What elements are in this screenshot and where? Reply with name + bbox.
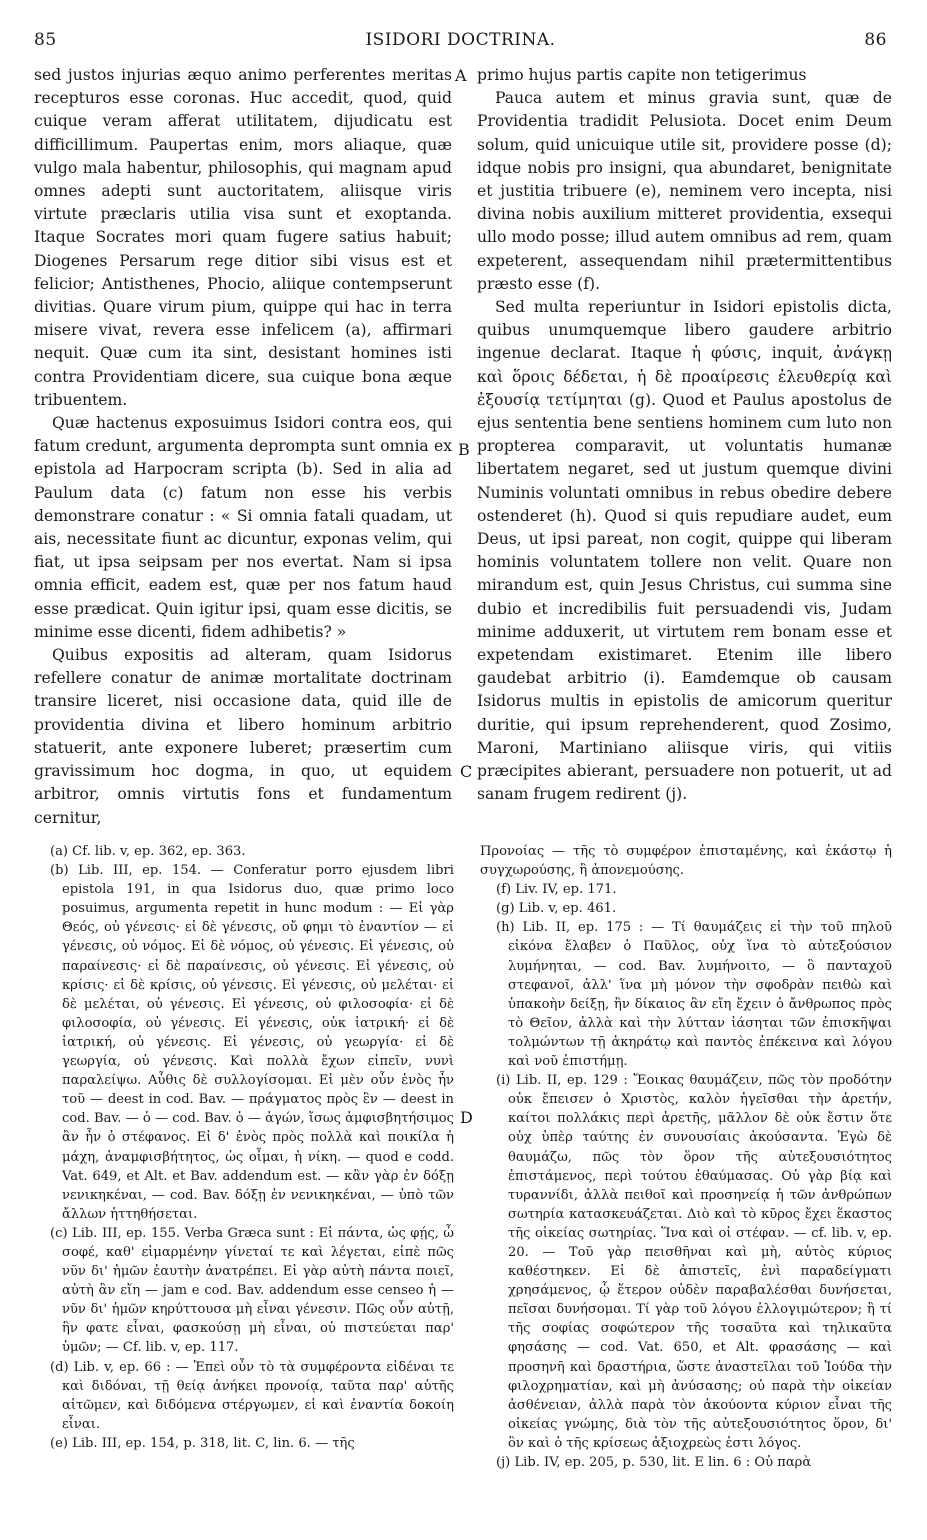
paragraph: Quæ hactenus exposuimus Isidori contra eos, qui fatum credunt, argumenta deprompta sunt omnia ex epistola ad Harpocram scripta (b). Sed in alia ad Paulum data (c) fatum non esse his verbis demonstrare conatur : « Si omnia fatali quadam, ut ais, necessitate fiunt ac dicuntur, exponas velim, qui fiat, ut ipsa seipsam per nos evertat. Nam si ipsa omnia efficit, eadem est, quæ per nos fatum haud esse prædicat. Quin igitur ipsi, quam esse dicitis, se minime esse dicenti, fidem adhibetis? » — [34, 414, 452, 641]
footnote-continuation: Προνοίας — τῆς τὸ συμφέρον ἐπισταμένης, καὶ ἑκάστῳ ἡ συγχωρούσης, ἢ ἀπονεμούσης. — [480, 844, 892, 879]
footnote: (a) Cf. lib. v, ep. 362, ep. 363. — [50, 844, 246, 859]
footnote: (g) Lib. v, ep. 461. — [496, 901, 617, 917]
paragraph: Pauca autem et minus gravia sunt, quæ de Providentia tradidit Pelusiota. Docet enim Deum solum, quid unicuique utile sit, providere posse (d); idque nobis pro insigni, qua abundaret, benignitate et justitia tribuere (e), neminem vero incepta, nisi divina nobis auxilium mitteret providentia, exsequi ullo modo posse; illud autem omnibus ad rem, quam expeterent, assequendam nihil prætermittentibus præsto esse (f). — [477, 89, 892, 293]
paragraph: sed justos injurias æquo animo perferentes meritas recepturos esse coronas. Huc accedit, quod, quid cuique veram afferat utilitatem, dijudicatu est difficillimum. Paupertas enim, mors aliaque, quæ vulgo mala habentur, philosophis, qui magnam apud omnes adepti sunt auctoritatem, aliisque viris virtute præclaris utilia visa sunt et exoptanda. Itaque Socrates mori quam fugere satius habuit; Diogenes Persarum rege ditior sibi visus est et felicior; Antisthenes, Phocio, aliique contempserunt divitias. Quare virum pium, quippe qui hac in terra misere vivat, revera esse infelicem (a), affirmari nequit. Quæ cum ita sint, desistant homines isti contra Providentiam dicere, sua cuique bona æque tribuentem. — [34, 66, 452, 409]
footnote: (b) Lib. III, ep. 154. — Conferatur porro ejusdem libri epistola 191, in qua Isidorus duo, quæ primo loco posuimus, argumenta repetit in hunc modum : — Εἰ γὰρ Θεός, οὐ γένεσις· εἰ δὲ γένεσις, οὔ φημι τὸ ἐναντίον — εἰ γένεσις, οὐ νόμος. Εἰ δὲ νόμος, οὐ γένεσις. Εἰ γένεσις, οὐ παραίνεσις· εἰ δὲ παραίνεσις, οὐ γένεσις. Εἰ γένεσις, οὐ κρίσις· εἰ δὲ κρίσις, οὐ γένεσις. Εἰ γένεσις, οὐ μελέται· εἰ δὲ μελέται, οὐ γένεσις. Εἰ γένεσις, οὐ φιλοσοφία· εἰ δὲ φιλοσοφία, οὐ γένεσις. Εἰ γένεσις, οὐκ ἰατρική· εἰ δὲ ἰατρική, οὐ γένεσις. Εἰ γένεσις, οὐ γεωργία· εἰ δὲ γεωργία, οὐ γένεσις. Καὶ πολλὰ ἔχων εἰπεῖν, νυνὶ παραλείψω. Αὖθις δὲ συλλογίσομαι. Εἰ μὲν οὖν ἑνὸς ἦν τοῦ — deest in cod. Bav. — πράγματος πρὸς ἓν — deest in cod. Bav. — ὁ — cod. Bav. ὁ — ἀγών, ἴσως ἀμφισβητήσιμος ἂν ἦν ὁ στέφανος. Εἰ δ' ἑνὸς πρὸς πολλὰ καὶ ποικίλα ἡ μάχη, ἀναμφισβήτητος, ὡς οἶμαι, ἡ νίκη. — quod e codd. Vat. 649, et Alt. et Bav. addendum est. — κἂν γὰρ ἐν δόξῃ νενικηκέναι, — cod. Bav. δόξῃ ἐν νενικηκέναι, — ὑπὸ τῶν ἄλλων ἡττηθήσεται. — [50, 863, 454, 1222]
footnote: (e) Lib. III, ep. 154, p. 318, lit. C, lin. 6. — τῆς — [50, 1435, 355, 1451]
paragraph: Sed multa reperiuntur in Isidori epistolis dicta, quibus unumquemque libero gaudere arbitrio ingenue declarat. Itaque ἡ φύσις, inquit, ἀνάγκῃ καὶ ὅροις δέδεται, ἡ δὲ προαίρεσις ἐλευθερίᾳ καὶ ἐξουσίᾳ τετίμηται (g). Quod et Paulus apostolus de ejus sententia bene sentiens hominem cum luto non propterea comparavit, ut voluntatis humanæ libertatem negaret, sed ut justum quemque divini Numinis voluntati omnibus in rebus obedire debere ostenderet (h). Quod si quis repudiare audet, eum Deus, ut ipsi pareat, non cogit, quippe qui liberam hominis voluntatem tollere non velit. Quare non mirandum est, quin Jesus Christus, cui summa sine dubio et incredibilis fuit persuadendi vis, Judam minime adduxerit, ut virtutem rem bonam esse et expetendam existimaret. Etenim ille libero gaudebat arbitrio (i). Eamdemque ob causam Isidorus multis in epistolis de amicorum queritur duritie, qui ipsum reprehenderent, quod Zosimo, Maroni, Martiniano aliisque viris, qui vitiis præcipites abierant, persuadere non potuerit, ut ad sanam frugem redirent (j). — [477, 298, 892, 804]
footnote: (i) Lib. II, ep. 129 : Ἔοικας θαυμάζειν, πῶς τὸν προδότην οὐκ ἔπεισεν ὁ Χριστὸς, καλὸν ἡγεῖσθαι τὴν ἀρετήν, καίτοι πολλάκις περὶ ἀρετῆς, μᾶλλον δὲ οὐκ ἔστιν ὅτε οὐχ ὑπὲρ ταύτης ἐν συνουσίαις ἀκούσαντα. Ἐγὼ δὲ θαυμάζω, πῶς τὸν ὅρον τῆς αὐτεξουσιότητος ἐπιστάμενος, περὶ τούτου ἐθαύμασας. Οὐ γὰρ βίᾳ καὶ τυραννίδι, ἀλλὰ πειθοῖ καὶ προσηνείᾳ ἡ τῶν ἀνθρώπων σωτηρία κατασκευάζεται. Διὸ καὶ τὸ κῦρος ἔχει ἕκαστος τῆς οἰκείας σωτηρίας. Ἵνα καὶ οἱ στέφαν. — cf. lib. v, ep. 20. — Τοῦ γὰρ πεισθῆναι καὶ μὴ, αὐτὸς κύριος καθέστηκεν. Εἰ δὲ ἀπιστεῖς, ἑνὶ παραδείγματι χρησάμενος, ᾧ ἕτερον οὐδὲν παραβαλέσθαι δυνήσεται, πεῖσαι δυνήσομαι. Τί γὰρ τοῦ λόγου ἐλλογιμώτερον; ἢ τί τῆς σοφίας σοφώτερον τῆς τοσαῦτα καὶ τηλικαῦτα φησάσης — cod. Vat. 650, et Alt. φρασάσης — καὶ προσηνῆ καὶ δραστήρια, ὥστε ἀναστεῖλαι τοῦ Ἰούδα τὴν φιλοχρηματίαν, καὶ μὴ ἀνύσασης; οὐ παρὰ τὴν οἰκείαν ἀσθένειαν, ἀλλὰ παρὰ τὸν ἀκούοντα κύριον εἶναι τῆς οἰκείας γνώμης, διὰ τὸν τῆς αὐτεξουσιότητος ὅρον, δι' ὃν καὶ ὁ τῆς κρίσεως ἀξιοχρεὼς ἐστι λόγος. — [496, 1073, 892, 1451]
margin-marker-d: D — [460, 1108, 473, 1127]
footnote: (d) Lib. v, ep. 66 : — Ἐπεὶ οὖν τὸ τὰ συμφέροντα εἰδέναι τε καὶ διδόναι, τῇ θείᾳ ἀνήκει προνοίᾳ, ταῦτα παρ' αὐτῆς αἰτῶμεν, καὶ διδόμενα στέργωμεν, εἰ καὶ ἐναντία δοκοίη εἶναι. — [50, 1359, 454, 1432]
margin-marker-c: C — [460, 762, 473, 781]
page-number-left: 85 — [34, 30, 57, 50]
footnotes-left-column — [50, 842, 454, 1532]
main-text-left-column — [34, 64, 452, 830]
margin-marker-b: B — [458, 440, 470, 459]
footnote: (f) Liv. IV, ep. 171. — [496, 882, 617, 898]
footnote: (j) Lib. IV, ep. 205, p. 530, lit. E lin. 6 : Οὐ παρὰ — [496, 1455, 812, 1470]
page-number-right: 86 — [864, 30, 887, 50]
footnote: (h) Lib. II, ep. 175 : — Τί θαυμάζεις εἰ τὴν τοῦ πηλοῦ εἰκόνα ἔλαβεν ὁ Παῦλος, οὐχ ἵνα τὸ αὐτεξούσιον λυμήνηται, — cod. Bav. λυμήνοιτο, — ὃ πανταχοῦ στεφανοῖ, ἀλλ' ἵνα μὴ μόνον τὴν σφοδρὰν πειθὼ καὶ ὑπακοὴν δείξῃ, ἣν δίκαιος ἂν εἴη ἔχειν ὁ ἄνθρωπος πρὸς τὸ Θεῖον, ἀλλὰ καὶ τὴν λύτταν ἰάσηται τῶν ἐπισκῆψαι τολμώντων τῇ ἀκηράτῳ καὶ παντὸς ἐπέκεινα καὶ λόγου καὶ νοῦ ἐπιστήμῃ. — [496, 920, 892, 1070]
paragraph: Quibus expositis ad alteram, quam Isidorus refellere conatur de animæ mortalitate doctrinam transire liceret, nisi occasione data, quid ille de providentia divina et libero hominum arbitrio statuerit, ante exponere luberet; præsertim cum gravissimum hoc dogma, in quo, ut equidem arbitror, omnis virtutis fons et fundamentum cernitur, — [34, 646, 452, 827]
paragraph: primo hujus partis capite non tetigerimus — [477, 66, 807, 84]
running-header — [34, 30, 887, 56]
margin-marker-a: A — [455, 66, 467, 85]
main-text-right-column — [477, 64, 892, 830]
running-title: ISIDORI DOCTRINA. — [365, 30, 556, 50]
footnote: (c) Lib. III, ep. 155. Verba Græca sunt : Εἰ πάντα, ὡς φῄς, ὦ σοφέ, καθ' εἱμαρμένην γίνεταί τε καὶ λέγεται, εἰπὲ πῶς νῦν δι' ἡμῶν ἑαυτὴν ἀνατρέπει. Εἰ γὰρ αὐτὴ πάντα ποιεῖ, αὐτὴ ἂν εἴη — jam e cod. Bav. addendum esse censeo ἡ — νῦν δι' ἡμῶν κηρύττουσα μὴ εἶναι γένεσιν. Πῶς οὖν αὐτῇ, ἣν φατε εἶναι, φασκούσῃ μὴ εἶναι, οὐ πιστεύεται παρ' ὑμῶν; — Cf. lib. v, ep. 117. — [50, 1225, 454, 1356]
footnotes-right-column — [480, 842, 892, 1532]
